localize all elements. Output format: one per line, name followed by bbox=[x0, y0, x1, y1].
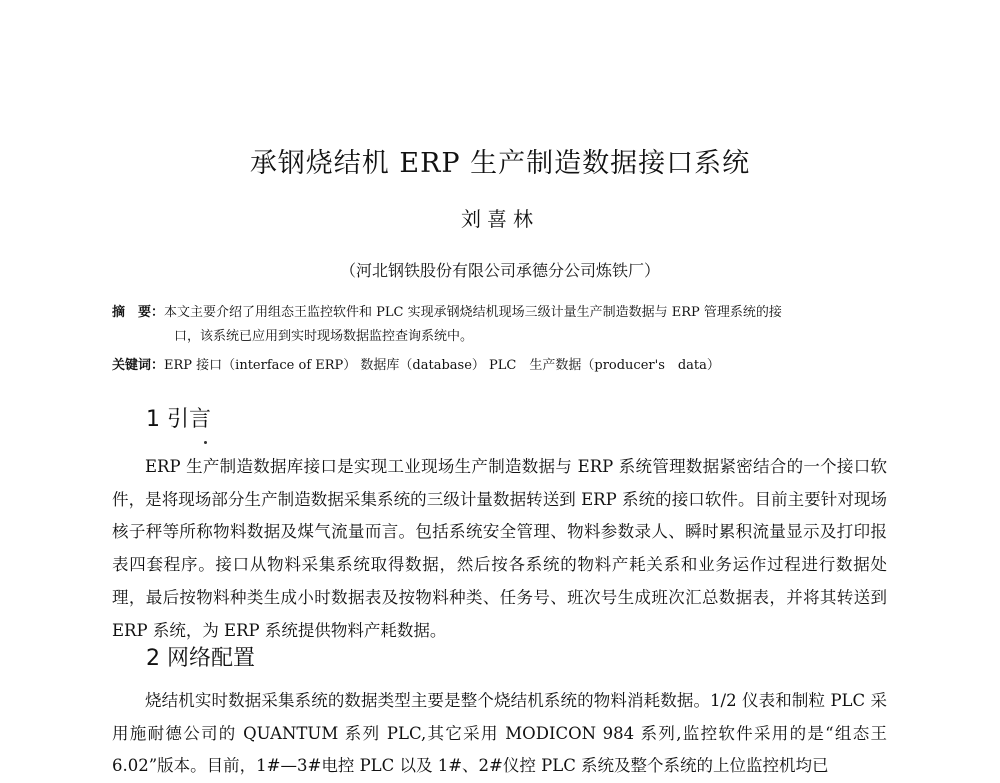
author-name: 刘喜林 bbox=[461, 207, 539, 231]
keywords-label: 关键词： bbox=[112, 358, 165, 373]
paper-title: 承钢烧结机 ERP 生产制造数据接口系统 bbox=[249, 148, 751, 179]
stray-mark bbox=[204, 441, 207, 444]
keywords bbox=[112, 355, 887, 377]
section-heading-network: 2 网络配置 bbox=[146, 646, 255, 671]
author-affiliation: （河北钢铁股份有限公司承德分公司炼铁厂） bbox=[339, 261, 660, 280]
section-heading-introduction: 1 引言 bbox=[146, 407, 211, 432]
keywords-text: ERP 接口（interface of ERP） 数据库（database） PLC 生产数据（producer's data） bbox=[164, 358, 720, 373]
section-network-paragraph: 烧结机实时数据采集系统的数据类型主要是整个烧结机系统的物料消耗数据。1/2 仪表和制粒 PLC 采用施耐德公司的 QUANTUM 系列 PLC,其它采用 MODICON 984 系列,监控软件采用的是“组态王 6.02”版本。目前，1#—3#电控 PLC 以及 1#、2#仪控 PLC 系统及整个系统的上位监控机均已 bbox=[112, 691, 887, 776]
abstract-label: 摘 要： bbox=[112, 305, 165, 320]
abstract bbox=[112, 301, 887, 349]
abstract-text-line1: 本文主要介绍了用组态王监控软件和 PLC 实现承钢烧结机现场三级计量生产制造数据与 ERP 管理系统的接 bbox=[164, 305, 782, 320]
section-introduction-paragraph: ERP 生产制造数据库接口是实现工业现场生产制造数据与 ERP 系统管理数据紧密结合的一个接口软件，是将现场部分生产制造数据采集系统的三级计量数据转送到 ERP 系统的接口软件。目前主要针对现场核子秤等所称物料数据及煤气流量而言。包括系统安全管理、物料参数录人、瞬时累积流量显示及打印报表四套程序。接口从物料采集系统取得数据，然后按各系统的物料产耗关系和业务运作过程进行数据处理，最后按物料种类生成小时数据表及按物料种类、任务号、班次号生成班次汇总数据表，并将其转送到 ERP 系统，为 ERP 系统提供物料产耗数据。 bbox=[112, 457, 887, 640]
abstract-text-line2: 口，该系统已应用到实时现场数据监控查询系统中。 bbox=[174, 329, 474, 344]
